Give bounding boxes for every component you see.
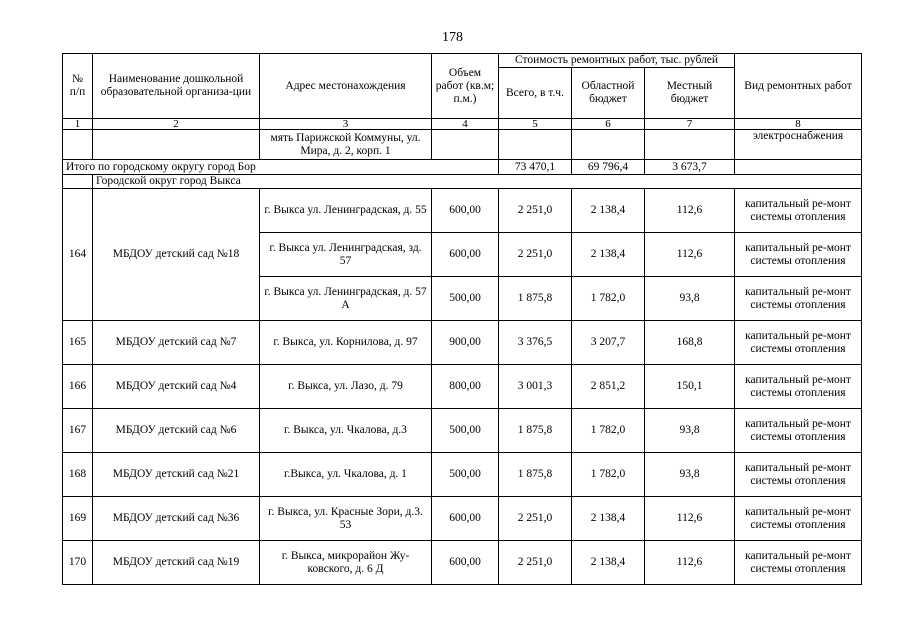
table-row bbox=[63, 453, 862, 497]
volume-cell: 500,00 bbox=[432, 453, 499, 497]
volume-cell: 800,00 bbox=[432, 365, 499, 409]
column-number: 4 bbox=[432, 119, 499, 130]
kind-cell: капитальный ре-монт системы отопления bbox=[735, 365, 862, 409]
total-cell: 2 251,0 bbox=[499, 497, 572, 541]
address-cell: г. Выкса, ул. Красные Зори, д.3. 53 bbox=[260, 497, 432, 541]
table-row bbox=[63, 365, 862, 409]
local-cell: 112,6 bbox=[645, 497, 735, 541]
region-row bbox=[63, 175, 862, 189]
local-cell: 150,1 bbox=[645, 365, 735, 409]
continuation-row bbox=[63, 130, 862, 160]
regional-cell: 2 138,4 bbox=[572, 497, 645, 541]
total-cell: 1 875,8 bbox=[499, 409, 572, 453]
row-number: 170 bbox=[63, 541, 93, 585]
address-cell: г. Выкса ул. Ленинградская, д. 57 А bbox=[260, 277, 432, 321]
header-kind: Вид ремонтных работ bbox=[735, 54, 862, 119]
organization-name: МБДОУ детский сад №4 bbox=[93, 365, 260, 409]
total-cell: 2 251,0 bbox=[499, 233, 572, 277]
header-address: Адрес местонахождения bbox=[260, 54, 432, 119]
header-organization: Наименование дошкольной образовательной организа-ции bbox=[93, 54, 260, 119]
total-local: 3 673,7 bbox=[645, 160, 735, 175]
column-number: 5 bbox=[499, 119, 572, 130]
address-cell: г.Выкса, ул. Чкалова, д. 1 bbox=[260, 453, 432, 497]
organization-name: МБДОУ детский сад №19 bbox=[93, 541, 260, 585]
table-row bbox=[63, 321, 862, 365]
kind-cell: капитальный ре-монт системы отопления bbox=[735, 541, 862, 585]
total-label: Итого по городскому округу город Бор bbox=[63, 160, 499, 175]
row-number: 167 bbox=[63, 409, 93, 453]
repair-works-table bbox=[62, 53, 862, 585]
total-cell: 3 376,5 bbox=[499, 321, 572, 365]
kind-cell: капитальный ре-монт системы отопления bbox=[735, 409, 862, 453]
regional-cell: 2 851,2 bbox=[572, 365, 645, 409]
address-cell: г. Выкса, ул. Чкалова, д.3 bbox=[260, 409, 432, 453]
kind-cell: капитальный ре-монт системы отопления bbox=[735, 321, 862, 365]
row-number: 168 bbox=[63, 453, 93, 497]
regional-cell: 3 207,7 bbox=[572, 321, 645, 365]
header-number: № п/п bbox=[63, 54, 93, 119]
header-local: Местный бюджет bbox=[645, 68, 735, 119]
volume-cell: 500,00 bbox=[432, 277, 499, 321]
total-row bbox=[63, 160, 862, 175]
page-number: 178 bbox=[442, 30, 463, 45]
total-cell: 3 001,3 bbox=[499, 365, 572, 409]
local-cell: 168,8 bbox=[645, 321, 735, 365]
header-regional: Областной бюджет bbox=[572, 68, 645, 119]
kind-cell: электроснабжения bbox=[735, 130, 862, 160]
local-cell: 112,6 bbox=[645, 189, 735, 233]
volume-cell: 900,00 bbox=[432, 321, 499, 365]
volume-cell: 500,00 bbox=[432, 409, 499, 453]
total-cell: 2 251,0 bbox=[499, 541, 572, 585]
address-cell: мять Парижской Коммуны, ул. Мира, д. 2, корп. 1 bbox=[260, 130, 432, 160]
address-cell: г. Выкса ул. Ленинградская, зд. 57 bbox=[260, 233, 432, 277]
local-cell: 93,8 bbox=[645, 409, 735, 453]
local-cell: 93,8 bbox=[645, 277, 735, 321]
column-number: 1 bbox=[63, 119, 93, 130]
regional-cell: 2 138,4 bbox=[572, 189, 645, 233]
table-row bbox=[63, 189, 862, 233]
total-regional: 69 796,4 bbox=[572, 160, 645, 175]
kind-cell: капитальный ре-монт системы отопления bbox=[735, 233, 862, 277]
organization-name: МБДОУ детский сад №18 bbox=[93, 189, 260, 321]
regional-cell: 1 782,0 bbox=[572, 277, 645, 321]
organization-name: МБДОУ детский сад №6 bbox=[93, 409, 260, 453]
column-number: 3 bbox=[260, 119, 432, 130]
regional-cell: 1 782,0 bbox=[572, 453, 645, 497]
organization-name: МБДОУ детский сад №7 bbox=[93, 321, 260, 365]
total-sum: 73 470,1 bbox=[499, 160, 572, 175]
total-cell: 1 875,8 bbox=[499, 453, 572, 497]
header-total: Всего, в т.ч. bbox=[499, 68, 572, 119]
kind-cell: капитальный ре-монт системы отопления bbox=[735, 189, 862, 233]
header-row bbox=[63, 54, 862, 68]
local-cell: 112,6 bbox=[645, 541, 735, 585]
regional-cell: 2 138,4 bbox=[572, 541, 645, 585]
column-number-row bbox=[63, 119, 862, 130]
organization-name: МБДОУ детский сад №21 bbox=[93, 453, 260, 497]
address-cell: г. Выкса, ул. Лазо, д. 79 bbox=[260, 365, 432, 409]
region-label: Городской округ город Выкса bbox=[93, 175, 862, 189]
table-row bbox=[63, 409, 862, 453]
volume-cell: 600,00 bbox=[432, 189, 499, 233]
local-cell: 112,6 bbox=[645, 233, 735, 277]
local-cell: 93,8 bbox=[645, 453, 735, 497]
row-number: 164 bbox=[63, 189, 93, 321]
kind-cell: капитальный ре-монт системы отопления bbox=[735, 277, 862, 321]
volume-cell: 600,00 bbox=[432, 233, 499, 277]
header-volume: Объем работ (кв.м; п.м.) bbox=[432, 54, 499, 119]
row-number: 166 bbox=[63, 365, 93, 409]
regional-cell: 1 782,0 bbox=[572, 409, 645, 453]
total-cell: 2 251,0 bbox=[499, 189, 572, 233]
row-number: 165 bbox=[63, 321, 93, 365]
volume-cell: 600,00 bbox=[432, 541, 499, 585]
volume-cell: 600,00 bbox=[432, 497, 499, 541]
regional-cell: 2 138,4 bbox=[572, 233, 645, 277]
address-cell: г. Выкса ул. Ленинградская, д. 55 bbox=[260, 189, 432, 233]
column-number: 7 bbox=[645, 119, 735, 130]
column-number: 6 bbox=[572, 119, 645, 130]
row-number: 169 bbox=[63, 497, 93, 541]
table-row bbox=[63, 541, 862, 585]
kind-cell: капитальный ре-монт системы отопления bbox=[735, 453, 862, 497]
address-cell: г. Выкса, микрорайон Жу-ковского, д. 6 Д bbox=[260, 541, 432, 585]
kind-cell: капитальный ре-монт системы отопления bbox=[735, 497, 862, 541]
total-cell: 1 875,8 bbox=[499, 277, 572, 321]
column-number: 8 bbox=[735, 119, 862, 130]
column-number: 2 bbox=[93, 119, 260, 130]
table-row bbox=[63, 497, 862, 541]
organization-name: МБДОУ детский сад №36 bbox=[93, 497, 260, 541]
header-cost-group: Стоимость ремонтных работ, тыс. рублей bbox=[499, 54, 735, 68]
address-cell: г. Выкса, ул. Корнилова, д. 97 bbox=[260, 321, 432, 365]
